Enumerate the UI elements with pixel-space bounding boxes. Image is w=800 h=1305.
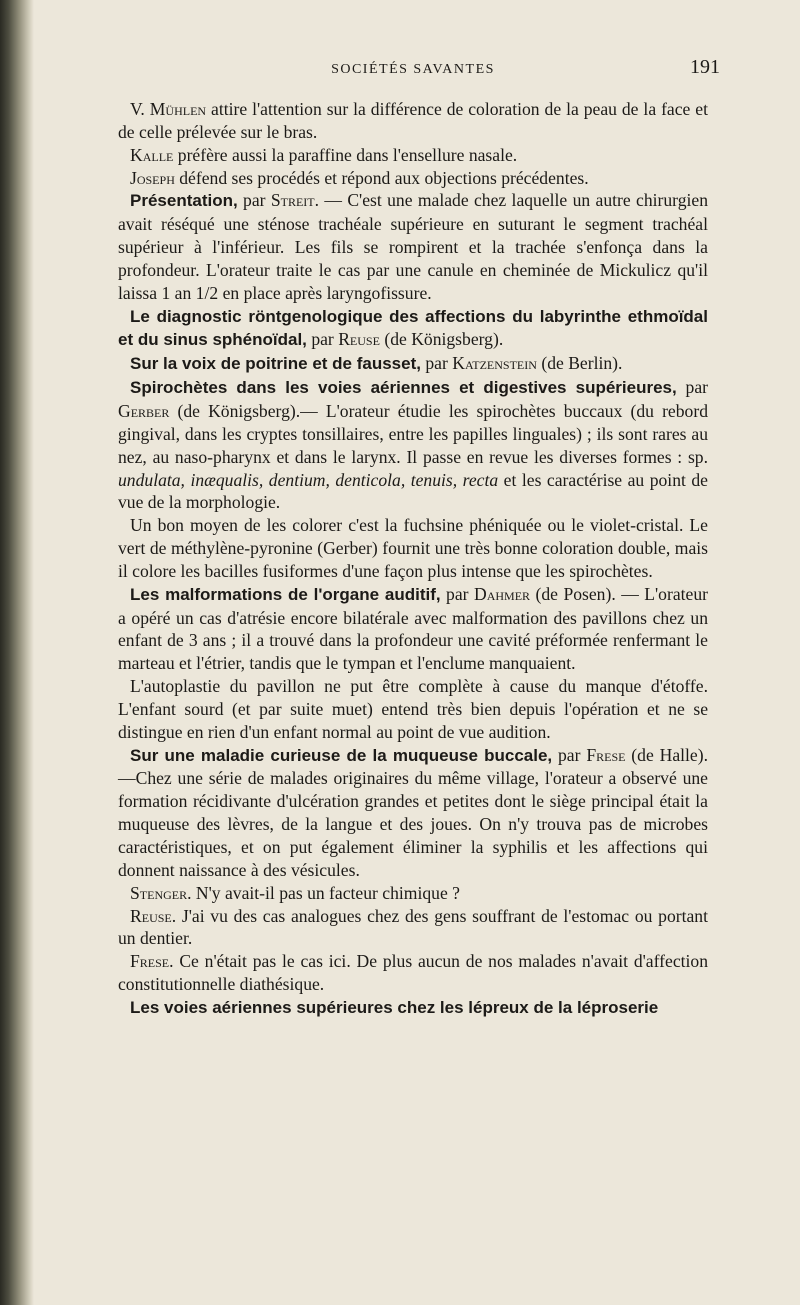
paragraph-text: (de Königsberg).— L'orateur étudie les spirochètes buccaux (du rebord gingival, dans les cryptes tonsillaires, entre les papilles linguales) ; ils sont rares au nez, au naso-pharynx et dans le larynx. Il passe en revue les diverses formes : sp. <box>118 400 708 467</box>
section-title: Les voies aériennes supérieures chez les lépreux de la léproserie <box>130 997 659 1017</box>
paragraph-muhlen <box>118 98 708 144</box>
paragraph-stenger <box>118 882 708 905</box>
paragraph-presentation <box>118 189 708 304</box>
paragraph-text: . N'y avait-il pas un facteur chimique ? <box>187 882 460 903</box>
paragraph-joseph <box>118 167 708 190</box>
paragraph-text: et les caractérise au point de vue de la morphologie. <box>118 469 708 513</box>
paragraph-autoplastie: L'autoplastie du pavillon ne put être complète à cause du manque d'étoffe. L'enfant sourd (et par suite muet) entend très bien depuis l'opération et ne se distingue en rien d'un enfant normal au point de vue audition. <box>118 676 708 742</box>
paragraph-text: par <box>237 190 271 211</box>
species-names: undulata, inæqualis, dentium, denticola, tenuis, recta <box>118 469 499 490</box>
paragraph-prefix: V. <box>130 99 150 119</box>
section-title: Le diagnostic röntgenologique des affections du labyrinthe ethmoïdal et du sinus sphénoïdal, <box>118 306 708 350</box>
author-name: Reuse <box>338 329 380 350</box>
author-name: Gerber <box>118 400 170 421</box>
paragraph-malformations <box>118 583 708 675</box>
paragraph-text: (de Berlin). <box>536 353 623 374</box>
author-name: Joseph <box>130 167 175 188</box>
book-page <box>118 52 720 1020</box>
paragraph-coloration: Un bon moyen de les colorer c'est la fuchsine phéniquée ou le violet-cristal. Le vert de méthylène-pyronine (Gerber) fournit une très bonne coloration double, mais il colore les bacilles fusiformes d'une façon plus intense que les spirochètes. <box>118 515 708 581</box>
paragraph-text: défend ses procédés et répond aux objections précédentes. <box>174 167 589 188</box>
section-title: Présentation, <box>130 191 238 211</box>
paragraph-text: . J'ai vu des cas analogues chez des gens souffrant de l'estomac ou portant un dentier. <box>118 905 708 949</box>
paragraph-reuse <box>118 905 708 951</box>
paragraph-text: (de Halle).—Chez une série de malades originaires du même village, l'orateur a observé une formation récidivante d'ulcération grandes et petites dont le siège principal était la muqueuse des lèvres, de la langue et des joues. On n'y trouva pas de microbes caractéristiques, et on put également éliminer la syphilis et les affections qui donnent naissance à des vésicules. <box>118 744 708 880</box>
paragraph-text: par <box>676 377 708 398</box>
author-name: Kalle <box>130 144 174 165</box>
paragraph-text: . Ce n'était pas le cas ici. De plus aucun de nos malades n'avait d'affection constitutionnelle diathésique. <box>118 951 708 995</box>
binding-edge <box>0 0 34 1305</box>
author-name: Mühlen <box>149 99 207 119</box>
author-name: Frese <box>130 951 170 972</box>
author-name: Frese <box>586 744 626 765</box>
paragraph-muqueuse <box>118 744 708 882</box>
section-title: Sur une maladie curieuse de la muqueuse buccale, <box>130 745 553 765</box>
paragraph-spirochetes <box>118 376 708 514</box>
running-head: SOCIÉTÉS SAVANTES <box>331 62 495 77</box>
paragraph-kalle <box>118 144 708 167</box>
paragraph-text: par <box>420 353 453 374</box>
paragraph-text: par <box>440 583 474 604</box>
section-title: Les malformations de l'organe auditif, <box>130 584 441 604</box>
section-title: Spirochètes dans les voies aériennes et digestives supérieures, <box>130 378 677 398</box>
paragraph-text: par <box>552 744 587 765</box>
author-name: Dahmer <box>474 583 531 604</box>
paragraph-lepreux <box>118 996 708 1020</box>
author-name: Streit <box>270 190 315 211</box>
author-name: Reuse <box>130 905 172 926</box>
paragraph-text: (de Posen). — L'orateur a opéré un cas d'atrésie encore bilatérale avec malformation des pavillons chez un enfant de 3 ans ; il a trouvé dans la profondeur une cavité préformée renfermant le marteau et l'étrier, tandis que le tympan et l'enclume manquaient. <box>118 583 708 674</box>
author-name: Stenger <box>130 882 188 903</box>
paragraph-text: attire l'attention sur la différence de coloration de la peau de la face et de celle prélevée sur le bras. <box>118 99 708 142</box>
author-name: Katzenstein <box>452 353 537 374</box>
paragraph-frese <box>118 950 708 996</box>
page-header <box>118 52 720 86</box>
paragraph-text: par <box>306 329 339 350</box>
paragraph-text: (de Königsberg). <box>379 329 504 350</box>
page-number: 191 <box>690 56 720 78</box>
paragraph-voix <box>118 352 708 376</box>
section-title: Sur la voix de poitrine et de fausset, <box>130 354 421 374</box>
paragraph-text: préfère aussi la paraffine dans l'ensellure nasale. <box>173 144 518 165</box>
paragraph-text: . — C'est une malade chez laquelle un autre chirurgien avait réséqué une sténose trachéale supérieure en suturant le segment trachéal supérieur à l'inférieur. Les fils se rompirent et la trachée s'enfonça dans la profondeur. L'orateur traite le cas par une canule en cheminée de Mickulicz qu'il laissa 1 an 1/2 en place après laryngofissure. <box>118 190 709 303</box>
paragraph-diagnostic <box>118 305 708 353</box>
